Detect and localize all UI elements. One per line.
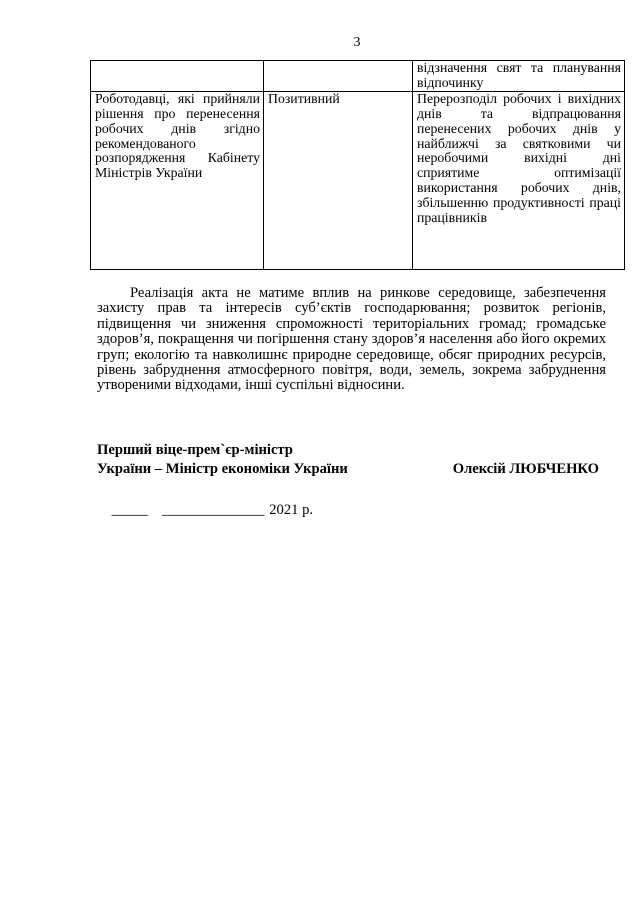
table-row-employers <box>91 91 625 269</box>
page-number: 3 <box>353 35 361 50</box>
signature-title-line1: Перший віце-прем`єр-міністр <box>97 442 293 458</box>
signature-block <box>97 441 599 479</box>
table-cell-assessment-empty <box>264 61 413 92</box>
table-cell-subject: Роботодавці, які прийняли рішення про перенесення робочих днів згідно рекомендованого розпорядження Кабінету Міністрів України <box>91 91 264 269</box>
table-row-continuation <box>91 61 625 92</box>
date-blank-day: _____ <box>111 502 149 519</box>
signatory-name: Олексій ЛЮБЧЕНКО <box>452 461 599 477</box>
date-year: 2021 р. <box>269 502 314 519</box>
signature-line2 <box>97 460 599 479</box>
body-paragraph: Реалізація акта не матиме вплив на ринкове середовище, забезпечення захисту прав та інтересів суб’єктів господарювання; розвиток регіонів, підвищення чи зниження спроможності територіальних громад; громадське здоров’я, покращення чи погіршення стану здоров’я населення або його окремих груп; екологію та навколишнє природне середовище, обсяг природних ресурсів, рівень забруднення атмосферного повітря, води, земель, зокрема забруднення утвореними відходами, інші суспільні відносини. <box>97 285 606 394</box>
signature-title-line2: України – Міністр економіки України <box>97 461 348 477</box>
impact-assessment-table <box>90 60 625 270</box>
table-cell-impact: Перерозподіл робочих і вихідних днів та відпрацювання перенесених робочих днів у найближчі за святковими чи неробочими вихідні дні сприятиме оптимізації використання робочих днів, збільшенню продуктивності праці працівників <box>413 91 625 269</box>
date-line <box>97 488 313 534</box>
table-cell-impact-continuation: відзначення свят та планування відпочинку <box>413 61 625 92</box>
date-blank-month: ______________ <box>162 502 265 519</box>
table-cell-subject-empty <box>91 61 264 92</box>
table-cell-assessment: Позитивний <box>264 91 413 269</box>
